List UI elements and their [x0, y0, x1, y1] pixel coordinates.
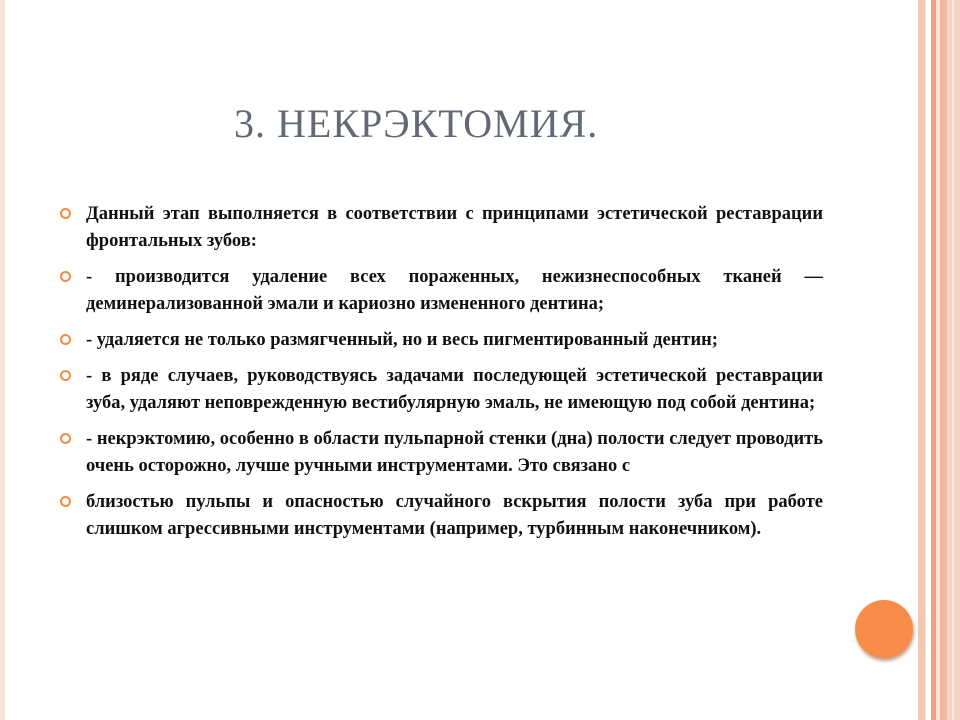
bullet-item: [60, 426, 823, 480]
bullet-list: [60, 201, 823, 552]
bullet-circle-icon: [60, 496, 71, 507]
bullet-text: - в ряде случаев, руководствуясь задачами последующей эстетической реставрации зуба, удаляют неповрежденную вестибулярную эмаль, не имеющую под собой дентина;: [86, 366, 823, 413]
bullet-text: близостью пульпы и опасностью случайного вскрытия полости зуба при работе слишком агрессивными инструментами (например, турбинным наконечником).: [86, 492, 823, 539]
bullet-item: [60, 264, 823, 318]
bullet-text: - некрэктомию, особенно в области пульпарной стенки (дна) полости следует проводить очень осторожно, лучше ручными инструментами. Это связано с: [86, 429, 823, 476]
decorative-circle-icon: [855, 600, 913, 658]
decorative-stripe: [940, 0, 947, 720]
bullet-item: [60, 363, 823, 417]
bullet-circle-icon: [60, 208, 71, 219]
bullet-text: Данный этап выполняется в соответствии с принципами эстетической реставрации фронтальных зубов:: [86, 204, 823, 251]
bullet-item: [60, 489, 823, 543]
decorative-stripe: [952, 0, 954, 720]
bullet-circle-icon: [60, 334, 71, 345]
bullet-circle-icon: [60, 370, 71, 381]
bullet-circle-icon: [60, 271, 71, 282]
slide-title: 3. НЕКРЭКТОМИЯ.: [234, 101, 599, 146]
bullet-item: [60, 201, 823, 255]
bullet-item: [60, 327, 823, 354]
bullet-circle-icon: [60, 433, 71, 444]
decorative-stripe: [918, 0, 925, 720]
bullet-text: - удаляется не только размягченный, но и весь пигментированный дентин;: [86, 330, 718, 350]
bullet-text: - производится удаление всех пораженных, нежизнеспособных тканей — деминерализованной эмали и кариозно измененного дентина;: [86, 267, 823, 314]
